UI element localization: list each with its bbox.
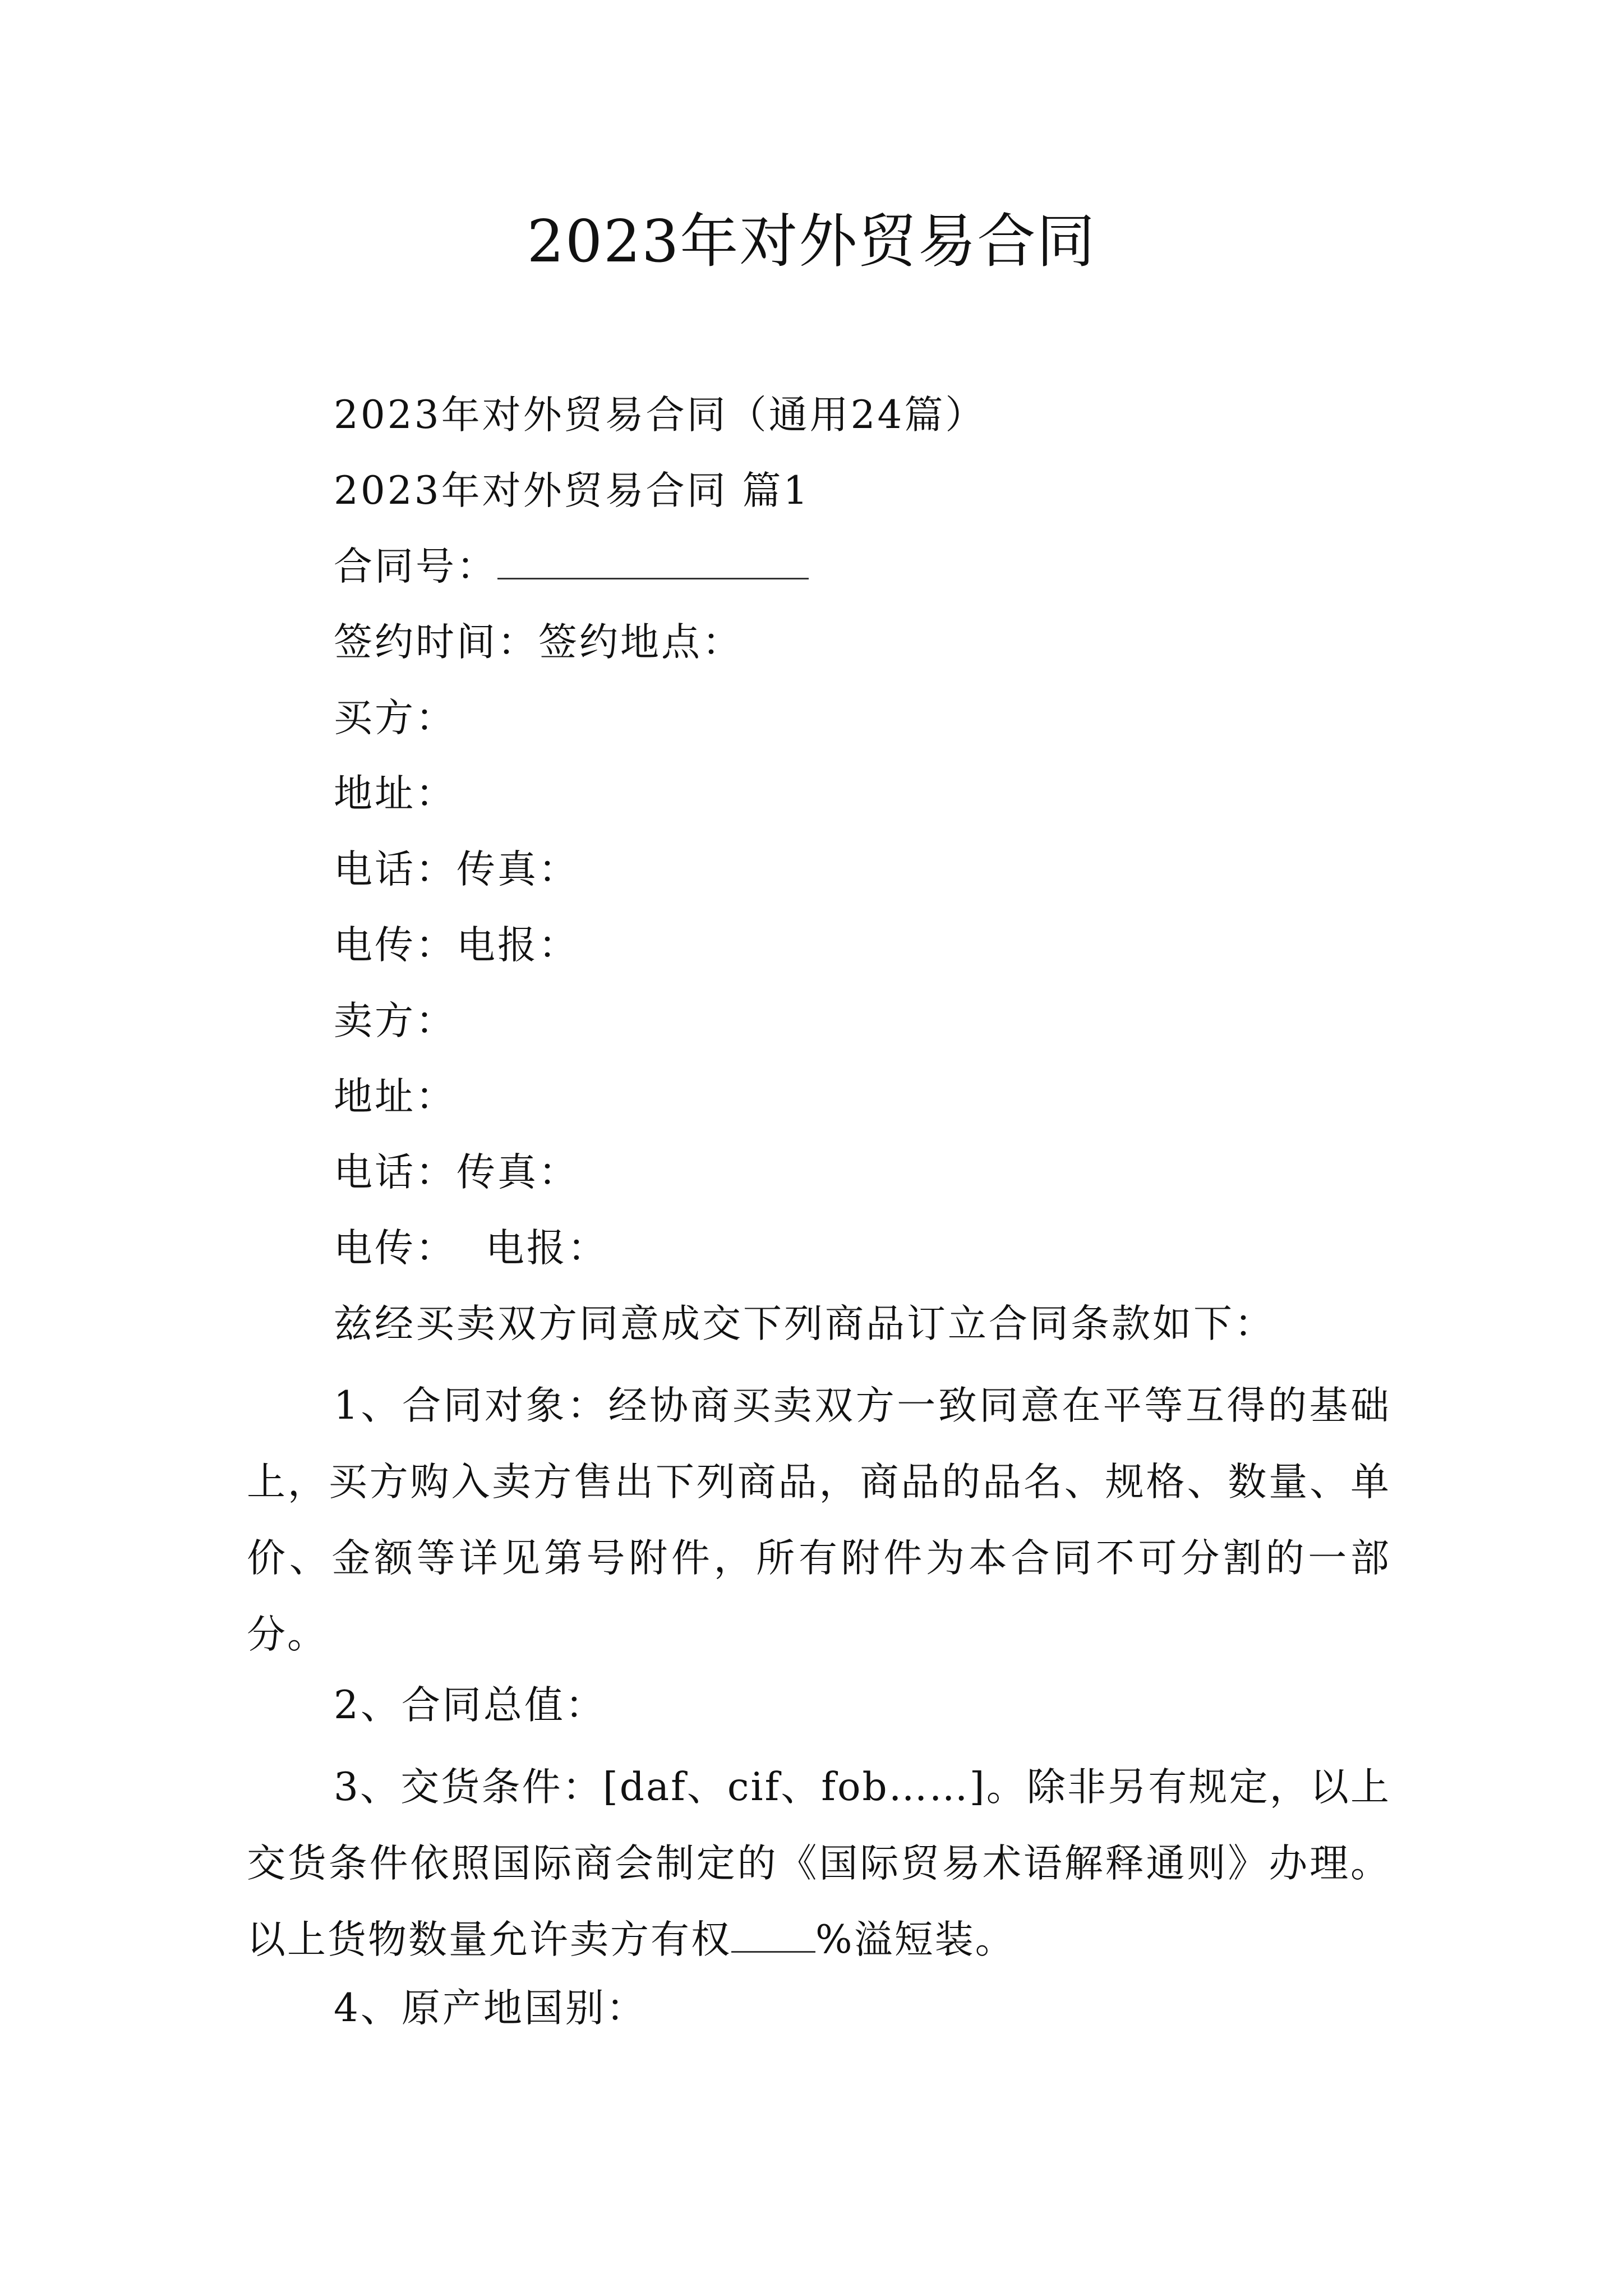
- buyer-telex-cable-line: 电传：电报：: [334, 923, 579, 968]
- seller-line: 卖方：: [334, 999, 457, 1043]
- seller-tel-fax-line: 电话：传真：: [334, 1150, 579, 1195]
- seller-telex-cable-line: [334, 1220, 608, 1276]
- seller-telex-cable-text: 电传： 电报：: [334, 1226, 608, 1271]
- clause-3-text: 3、交货条件：[daf、cif、fob……]。除非另有规定，以上交货条件依照国际商会制定的《国际贸易术语解释通则》办理。以上货物数量允许卖方有权: [247, 1765, 1391, 1962]
- clause-2: 2、合同总值：: [334, 1683, 606, 1728]
- section-heading: 2023年对外贸易合同 篇1: [334, 468, 810, 513]
- clause-1: [247, 1368, 1391, 1673]
- clause-1-text: 1、合同对象：经协商买卖双方一致同意在平等互得的基础上，买方购入卖方售出下列商品，商品的品名、规格、数量、单价、金额等详见第号附件，所有附件为本合同不可分割的一部分。: [247, 1383, 1391, 1657]
- clause-3: [247, 1749, 1391, 1978]
- buyer-line: 买方：: [334, 696, 457, 740]
- clause-4: 4、原产地国别：: [334, 1986, 647, 2031]
- contract-number-label: 合同号：: [334, 544, 497, 589]
- contract-number-line: [334, 539, 809, 595]
- contract-number-blank: [497, 544, 809, 579]
- seller-address-line: 地址：: [334, 1074, 457, 1119]
- document-title: 2023年对外贸易合同: [527, 207, 1096, 275]
- buyer-address-line: 地址：: [334, 771, 457, 816]
- buyer-tel-fax-line: 电话：传真：: [334, 847, 579, 892]
- intro-line: 兹经买卖双方同意成交下列商品订立合同条款如下：: [334, 1301, 1275, 1346]
- overfill-percent-blank: [731, 1917, 815, 1953]
- clause-3-tail: %溢短装。: [815, 1917, 1016, 1962]
- document-subtitle: 2023年对外贸易合同（通用24篇）: [334, 393, 986, 438]
- sign-time-place-line: 签约时间：签约地点：: [334, 620, 743, 665]
